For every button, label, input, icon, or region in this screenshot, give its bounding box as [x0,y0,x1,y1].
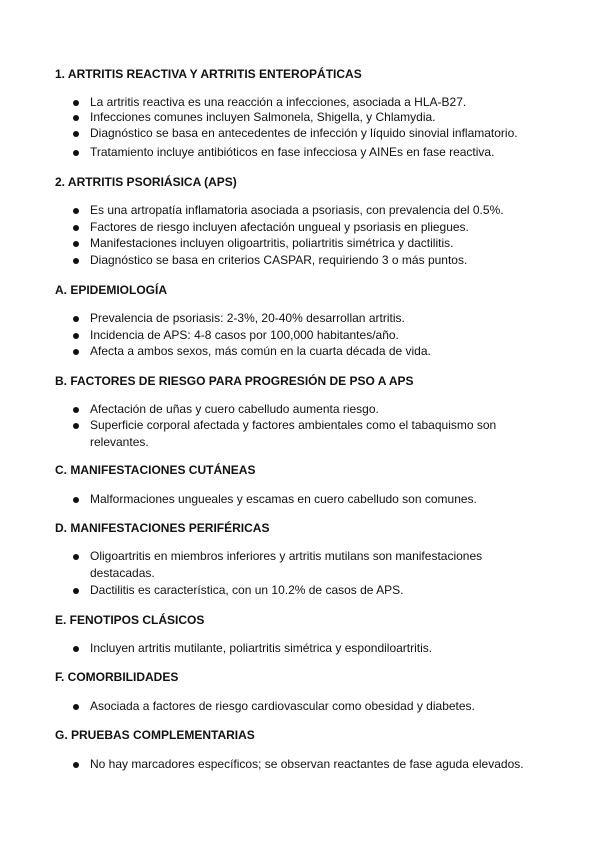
list-item: Diagnóstico se basa en criterios CASPAR, requiriendo 3 o más puntos. [90,253,468,267]
list-item: Manifestaciones incluyen oligoartritis, poliartritis simétrica y dactilitis. [90,236,454,250]
bullet-icon [73,208,79,214]
section-heading: C. MANIFESTACIONES CUTÁNEAS [55,463,256,477]
list-item: Superficie corporal afectada y factores ambientales como el tabaquismo son relevantes. [90,418,497,449]
list-item: Asociada a factores de riesgo cardiovascular como obesidad y diabetes. [90,699,475,713]
bullet-icon [73,588,79,594]
list-item: Diagnóstico se basa en antecedentes de infección y líquido sinovial inflamatorio. [90,126,518,140]
list-item: Oligoartritis en miembros inferiores y artritis mutilans son manifestaciones destacadas. [90,549,483,580]
list-item: Dactilitis es característica, con un 10.2% de casos de APS. [90,583,404,597]
bullet-icon [73,762,79,768]
section-heading: G. PRUEBAS COMPLEMENTARIAS [55,728,255,742]
bullet-icon [73,554,79,560]
section-heading: 2. ARTRITIS PSORIÁSICA (APS) [55,175,237,189]
bullet-icon [73,150,79,156]
bullet-icon [73,704,79,710]
bullet-icon [73,497,79,503]
list-item: Tratamiento incluye antibióticos en fase infecciosa y AINEs en fase reactiva. [90,145,495,159]
bullet-icon [73,316,79,322]
section-heading: F. COMORBILIDADES [55,670,179,684]
list-item: Incluyen artritis mutilante, poliartritis simétrica y espondiloartritis. [90,641,433,655]
list-item: La artritis reactiva es una reacción a infecciones, asociada a HLA-B27. [90,95,467,109]
list-item: Infecciones comunes incluyen Salmonela, Shigella, y Chlamydia. [90,110,436,124]
list-item: Prevalencia de psoriasis: 2-3%, 20-40% desarrollan artritis. [90,311,405,325]
bullet-icon [73,225,79,231]
list-item: No hay marcadores específicos; se observan reactantes de fase aguda elevados. [90,757,524,771]
bullet-icon [73,407,79,413]
list-item: Es una artropatía inflamatoria asociada a psoriasis, con prevalencia del 0.5%. [90,203,504,217]
list-item: Afecta a ambos sexos, más común en la cuarta década de vida. [90,344,431,358]
bullet-icon [73,241,79,247]
bullet-icon [73,100,79,106]
section-heading: 1. ARTRITIS REACTIVA Y ARTRITIS ENTEROPÁTICAS [55,67,362,81]
section-heading: B. FACTORES DE RIESGO PARA PROGRESIÓN DE PSO A APS [55,374,414,388]
bullet-icon [73,131,79,137]
bullet-icon [73,115,79,121]
bullet-icon [73,258,79,264]
list-item: Afectación de uñas y cuero cabelludo aumenta riesgo. [90,402,379,416]
bullet-icon [73,423,79,429]
list-item: Factores de riesgo incluyen afectación ungueal y psoriasis en pliegues. [90,220,469,234]
section-heading: E. FENOTIPOS CLÁSICOS [55,613,205,627]
section-heading: A. EPIDEMIOLOGÍA [55,283,168,297]
list-item: Malformaciones ungueales y escamas en cuero cabelludo son comunes. [90,492,477,506]
list-item: Incidencia de APS: 4-8 casos por 100,000 habitantes/año. [90,328,399,342]
bullet-icon [73,333,79,339]
bullet-icon [73,349,79,355]
bullet-icon [73,646,79,652]
section-heading: D. MANIFESTACIONES PERIFÉRICAS [55,521,270,535]
